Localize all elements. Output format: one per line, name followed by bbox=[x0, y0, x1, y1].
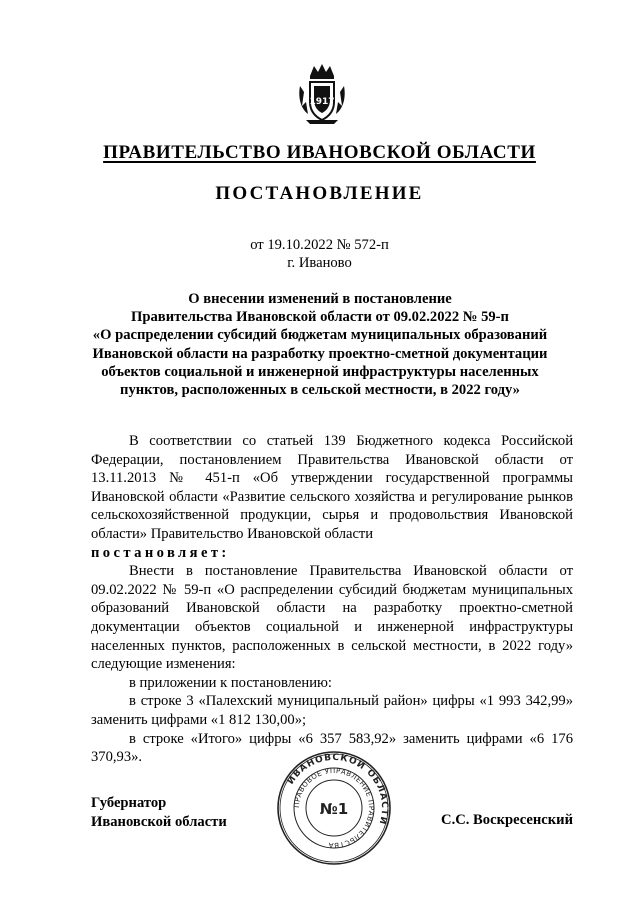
subject-line: О внесении изменений в постановление bbox=[188, 291, 452, 307]
subject-line: «О распределении субсидий бюджетам муниципальных образований bbox=[92, 327, 548, 344]
subject-line: Ивановской области на разработку проектно-сметной документации bbox=[92, 345, 548, 362]
svg-text:ИВАНОВСКОЙ ОБЛАСТИ: ИВАНОВСКОЙ ОБЛАСТИ bbox=[285, 752, 390, 827]
body-paragraph: Внести в постановление Правительства Ивановской области от 09.02.2022 № 59-п «О распределении субсидий бюджетам муниципальных образований Ивановской области на разработку проектно-сметной документации объектов социальной и инженерной инфраструктуры населенных пунктов, расположенных в сельской местности, в 2022 году» следующие изменения: bbox=[91, 563, 573, 673]
government-title: ПРАВИТЕЛЬСТВО ИВАНОВСКОЙ ОБЛАСТИ bbox=[103, 142, 536, 163]
svg-text:1917: 1917 bbox=[309, 97, 335, 107]
subject-line: объектов социальной и инженерной инфраструктуры населенных bbox=[101, 363, 539, 380]
document-subject bbox=[80, 290, 560, 399]
signatory-region: Ивановской области bbox=[91, 813, 227, 830]
official-stamp bbox=[276, 750, 392, 866]
signatory-position bbox=[91, 794, 227, 831]
document-body bbox=[91, 432, 573, 767]
document-type: ПОСТАНОВЛЕНИЕ bbox=[215, 183, 424, 204]
body-paragraph: в приложении к постановлению: bbox=[129, 674, 332, 691]
signatory-name: С.С. Воскресенский bbox=[441, 812, 573, 828]
subject-line: Правительства Ивановской области от 09.02.2022 № 59-п bbox=[131, 309, 509, 326]
coat-of-arms-icon bbox=[296, 62, 348, 126]
city: г. Иваново bbox=[287, 255, 352, 271]
subject-line: пунктов, расположенных в сельской местности, в 2022 году» bbox=[120, 382, 520, 399]
date-number: от 19.10.2022 № 572-п bbox=[250, 237, 389, 253]
preamble-paragraph: В соответствии со статьей 139 Бюджетного кодекса Российской Федерации, постановлением Правительства Ивановской области от 13.11.2013 № 451-п «Об утверждении государственной программы Ивановской области «Развитие сельского хозяйства и регулирование рынков сельскохозяйственной продукции, сырья и продовольствия Ивановской области» Правительство Ивановской области bbox=[91, 433, 573, 542]
svg-text:ПРАВОВОЕ УПРАВЛЕНИЕ ПРАВИТЕЛЬС: ПРАВОВОЕ УПРАВЛЕНИЕ ПРАВИТЕЛЬСТВА bbox=[292, 766, 376, 850]
signatory-title: Губернатор bbox=[91, 795, 167, 811]
decree-word: постановляет: bbox=[91, 544, 230, 561]
body-paragraph: в строке 3 «Палехский муниципальный район» цифры «1 993 342,99» заменить цифрами «1 812 130,00»; bbox=[91, 693, 573, 728]
stamp-number: №1 bbox=[319, 800, 349, 818]
body-paragraph: в строке «Итого» цифры «6 357 583,92» заменить цифрами «6 176 370,93». bbox=[91, 730, 573, 766]
